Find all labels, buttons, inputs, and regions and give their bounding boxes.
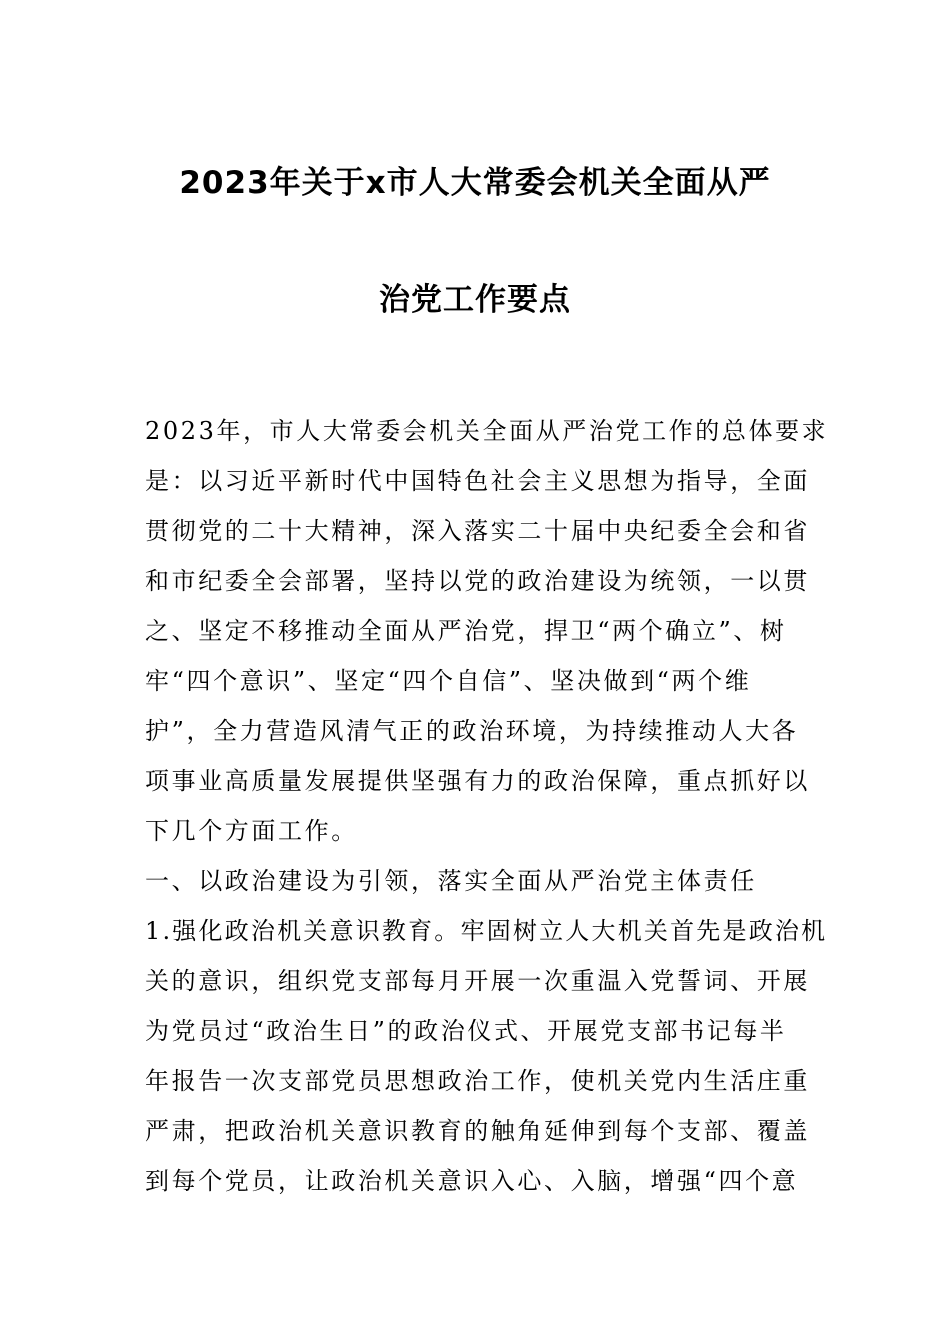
body-line: 到每个党员，让政治机关意识入心、入脑，增强“四个意 — [145, 1167, 799, 1195]
body-line: 牢“四个意识”、坚定“四个自信”、坚决做到“两个维 — [145, 667, 752, 695]
body-line: 严肃，把政治机关意识教育的触角延伸到每个支部、覆盖 — [145, 1117, 810, 1145]
body-line: 项事业高质量发展提供坚强有力的政治保障，重点抓好以 — [145, 767, 810, 795]
body-line: 是：以习近平新时代中国特色社会主义思想为指导，全面 — [145, 467, 810, 495]
body-line: 年报告一次支部党员思想政治工作，使机关党内生活庄重 — [145, 1067, 810, 1095]
body-line: 护”，全力营造风清气正的政治环境，为持续推动人大各 — [145, 717, 799, 745]
document-body — [145, 412, 829, 1212]
body-line: 为党员过“政治生日”的政治仪式、开展党支部书记每半 — [145, 1017, 787, 1045]
body-line: 之、坚定不移推动全面从严治党，捍卫“两个确立”、树 — [145, 617, 787, 645]
body-line: 1.强化政治机关意识教育。牢固树立人大机关首先是政治机 — [145, 917, 828, 945]
body-line: 贯彻党的二十大精神，深入落实二十届中央纪委全会和省 — [145, 517, 810, 545]
document-title-line-2: 治党工作要点 — [379, 282, 571, 318]
document-title-line-1: 2023年关于x市人大常委会机关全面从严 — [179, 165, 771, 201]
body-line: 关的意识，组织党支部每月开展一次重温入党誓词、开展 — [145, 967, 810, 995]
section-heading: 一、以政治建设为引领，落实全面从严治党主体责任 — [145, 867, 757, 895]
body-line: 下几个方面工作。 — [145, 817, 358, 845]
body-line: 和市纪委全会部署，坚持以党的政治建设为统领，一以贯 — [145, 567, 810, 595]
body-line: 2023年，市人大常委会机关全面从严治党工作的总体要求 — [145, 417, 829, 445]
